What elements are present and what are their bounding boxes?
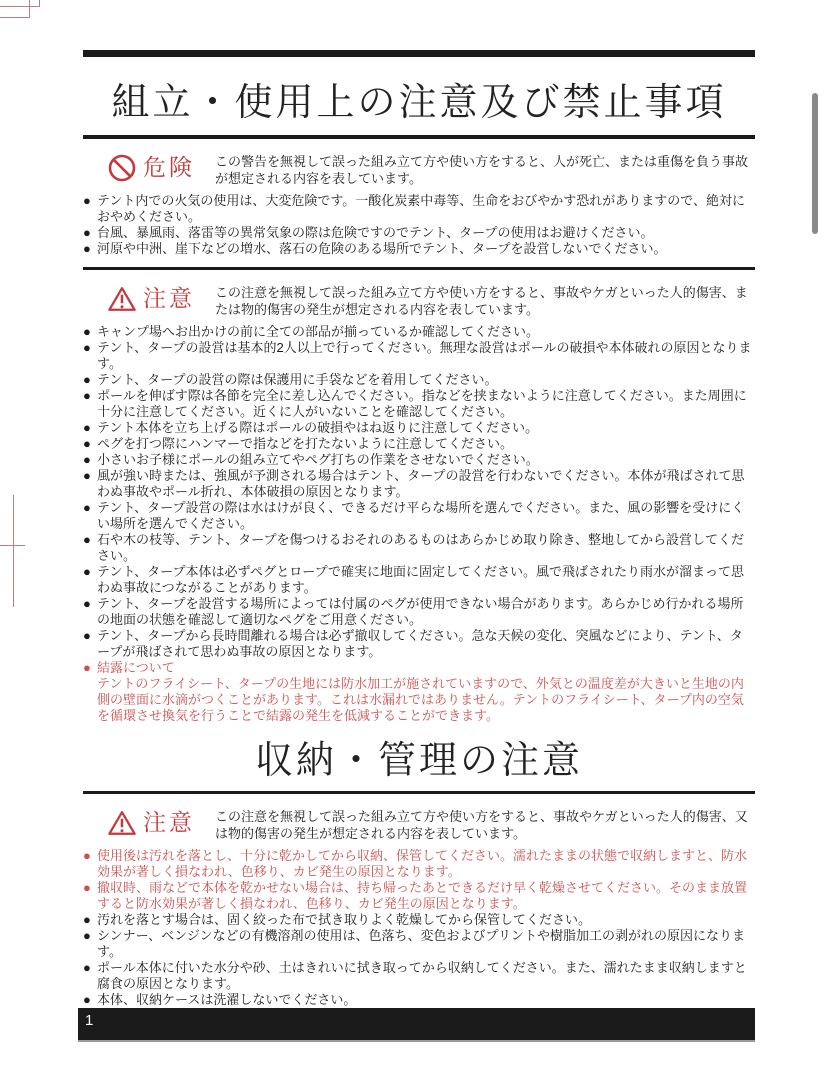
warning-triangle-exclamation-icon [107, 284, 137, 314]
list-item [83, 452, 755, 468]
caution-label: 注意 [143, 809, 195, 836]
caution-description: この注意を無視して誤った組み立て方や使い方をすると、事故やケガといった人的傷害、または物的傷害の発生が想定される内容を表しています。 [215, 284, 748, 317]
registration-mark-crosshair-vertical [13, 495, 14, 607]
bullet-text: ポールを伸ばす際は各節を完全に差し込んでください。指などを挟まないように注意してください。また周囲に十分に注意してください。近くに人がいないことを確認してください。 [97, 387, 747, 419]
list-item [83, 324, 755, 340]
caution-assembly-header [83, 283, 755, 318]
bullet-text: 撤収時、雨などで本体を乾かせない場合は、持ち帰ったあとできるだけ早く乾燥させてください。そのまま放置すると防水効果が著しく損なわれ、色移り、カビ発生の原因となります。 [97, 880, 748, 912]
list-item [83, 372, 755, 388]
prohibition-circle-slash-icon [107, 153, 137, 183]
caution-description: この注意を無視して誤った組み立て方や使い方をすると、事故やケガといった人的傷害、又は物的傷害の発生が想定される内容を表しています。 [215, 809, 748, 842]
gray-side-bar [812, 93, 818, 234]
danger-bullet-list [83, 193, 755, 257]
bottom-black-bar [78, 1008, 755, 1042]
list-item [83, 928, 755, 960]
bullet-text: テント、タープを設営する場所によっては付属のペグが使用できない場合があります。あらかじめ行かれる場所の地面の状態を確認して適切なペグをご用意ください。 [97, 595, 744, 627]
page-title: 組立・使用上の注意及び禁止事項 [111, 82, 727, 124]
bullet-text: 石や木の枝等、テント、タープを傷つけるおそれのあるものはあらかじめ取り除き、整地してから設営してください。 [97, 531, 745, 563]
divider-rule [83, 267, 755, 270]
caution-assembly-bullet-list [83, 324, 755, 676]
list-item [83, 388, 755, 420]
list-item [83, 241, 755, 257]
list-item [83, 225, 755, 241]
bullet-text: 小さいお子様にポールの組み立てやペグ打ちの作業をさせないでください。 [97, 451, 539, 467]
list-item [83, 596, 755, 628]
bullet-text: テント、タープ本体は必ずペグとロープで確実に地面に固定してください。風で飛ばされたり雨水が溜まって思わぬ事故につながることがあります。 [97, 563, 745, 595]
list-item [83, 992, 755, 1008]
bullet-text: 本体、収納ケースは洗濯しないでください。 [97, 992, 357, 1008]
danger-header [83, 152, 755, 187]
bullet-text: テント本体を立ち上げる際はポールの破損やはね返りに注意してください。 [97, 419, 539, 435]
bullet-text: テント、タープ設営の際は水はけが良く、できるだけ平らな場所を選んでください。また、風の影響を受けにくい場所を選んでください。 [97, 499, 745, 531]
list-item [83, 193, 755, 225]
list-item [83, 500, 755, 532]
caution-storage-bullet-list [83, 848, 755, 1024]
bullet-text: 風が強い時または、強風が予測される場合はテント、タープの設営を行わないでください。本体が飛ばされて思わぬ事故やポール折れ、本体破損の原因となります。 [97, 467, 745, 499]
list-item [83, 660, 755, 676]
divider-rule [83, 135, 755, 139]
warning-triangle-exclamation-icon [107, 808, 137, 838]
list-item [83, 912, 755, 928]
bullet-text: 台風、暴風雨、落雷等の異常気象の際は危険ですのでテント、タープの使用はお避けください。 [97, 224, 654, 240]
caution-storage-header [83, 807, 755, 842]
storage-section-title: 収納・管理の注意 [254, 739, 583, 782]
registration-mark-rect-b [0, 0, 30, 18]
bullet-text: テント、タープの設営の際は保護用に手袋などを着用してください。 [97, 371, 498, 387]
condensation-note: テントのフライシート、タープの生地には防水加工が施されていますので、外気との温度差が大きいと生地の内側の壁面に水滴がつくことがあります。これは水漏れではありません。テントのフライシート、タープ内の空気を循環させ換気を行うことで結露の発生を低減することができます。 [97, 675, 744, 723]
bullet-text: ポール本体に付いた水分や砂、土はきれいに拭き取ってから収納してください。また、濡れたまま収納しますと腐食の原因となります。 [97, 960, 747, 992]
divider-rule [83, 791, 755, 794]
top-black-bar [83, 50, 755, 57]
bullet-text: テント、タープの設営は基本的2人以上で行ってください。無理な設営はポールの破損や本体破れの原因となります。 [97, 339, 752, 371]
bullet-text: ペグを打つ際にハンマーで指などを打たないように注意してください。 [97, 435, 514, 451]
list-item [83, 532, 755, 564]
bullet-text: テント、タープから長時間離れる場合は必ず撤収してください。急な天候の変化、突風などにより、テント、タープが飛ばされて思わぬ事故の原因となります。 [97, 627, 743, 659]
bullet-text: 結露について [97, 659, 175, 675]
list-item [83, 848, 755, 880]
list-item [83, 436, 755, 452]
list-item [83, 628, 755, 660]
list-item [83, 960, 755, 992]
danger-description: この警告を無視して誤った組み立て方や使い方をすると、人が死亡、または重傷を負う事故が想定される内容を表しています。 [215, 153, 749, 186]
bullet-text: 使用後は汚れを落とし、十分に乾かしてから収納、保管してください。濡れたままの状態で収納しますと、防水効果が著しく損なわれ、色移り、カビ発生の原因となります。 [97, 848, 748, 880]
bullet-text: 河原や中洲、崖下などの増水、落石の危険のある場所でテント、タープを設営しないでください。 [97, 240, 667, 256]
page-content [83, 0, 755, 1024]
bullet-text: 汚れを落とす場合は、固く絞った布で拭き取りよく乾燥してから保管してください。 [97, 912, 592, 928]
list-item [83, 468, 755, 500]
bullet-text: キャンプ場へお出かけの前に全ての部品が揃っているか確認してください。 [97, 323, 540, 339]
danger-label: 危険 [143, 153, 195, 180]
bullet-text: シンナー、ベンジンなどの有機溶剤の使用は、色落ち、変色およびプリントや樹脂加工の剥がれの原因になります。 [97, 928, 745, 960]
list-item [83, 340, 755, 372]
list-item [83, 880, 755, 912]
bullet-text: テント内での火気の使用は、大変危険です。一酸化炭素中毒等、生命をおびやかす恐れがありますので、絶対におやめください。 [97, 192, 746, 224]
list-item [83, 564, 755, 596]
page-number: 1 [85, 1012, 94, 1029]
caution-label: 注意 [143, 284, 195, 311]
list-item [83, 420, 755, 436]
registration-mark-crosshair-horizontal [0, 545, 25, 546]
